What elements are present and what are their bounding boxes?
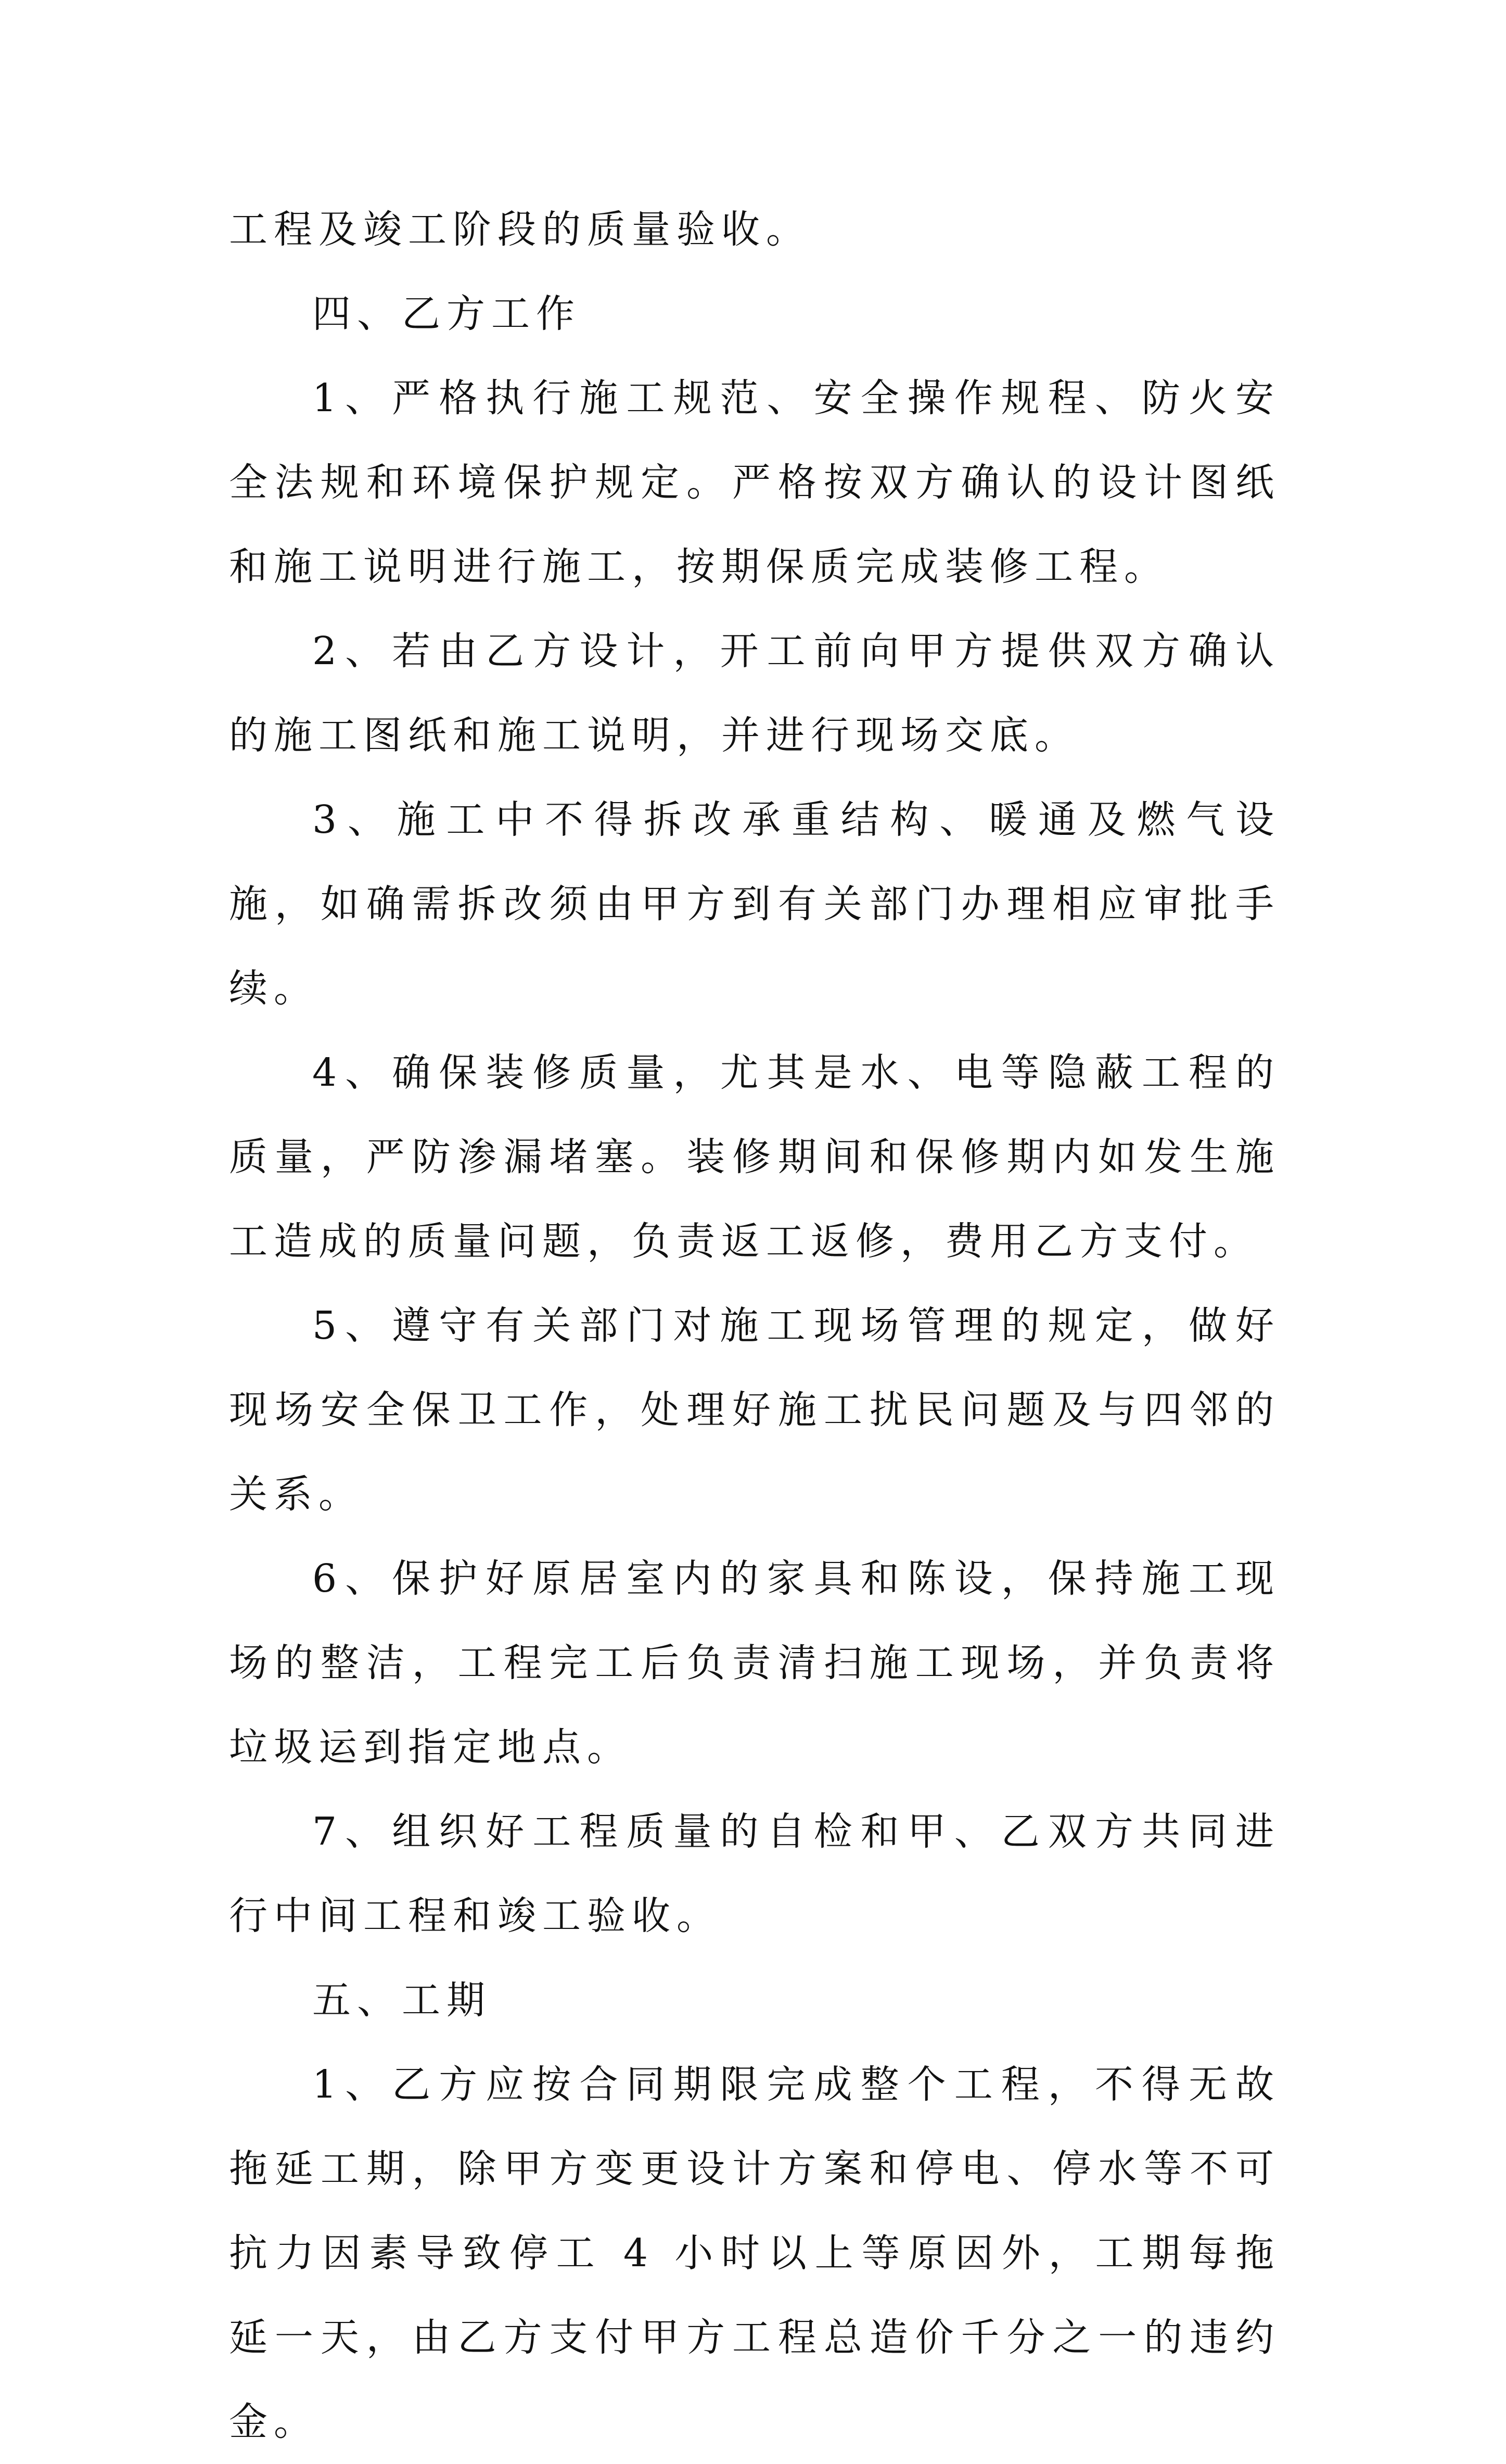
paragraph-item-3: 3、施工中不得拆改承重结构、暖通及燃气设施，如确需拆改须由甲方到有关部门办理相应审批手续。 xyxy=(229,797,1280,1011)
paragraph-item-1: 1、严格执行施工规范、安全操作规程、防火安全法规和环境保护规定。严格按双方确认的设计图纸和施工说明进行施工，按期保质完成装修工程。 xyxy=(229,376,1280,589)
section-heading-schedule: 五、工期 xyxy=(312,1978,491,2023)
document-body xyxy=(229,187,1280,2464)
paragraph-item-4: 4、确保装修质量，尤其是水、电等隐蔽工程的质量，严防渗漏堵塞。装修期间和保修期内如发生施工造成的质量问题，负责返工返修，费用乙方支付。 xyxy=(229,1050,1280,1264)
paragraph-item-6: 6、保护好原居室内的家具和陈设，保持施工现场的整洁，工程完工后负责清扫施工现场，并负责将垃圾运到指定地点。 xyxy=(229,1556,1280,1770)
paragraph-item-5: 5、遵守有关部门对施工现场管理的规定，做好现场安全保卫工作，处理好施工扰民问题及与四邻的关系。 xyxy=(229,1303,1280,1517)
paragraph-item-2: 2、若由乙方设计，开工前向甲方提供双方确认的施工图纸和施工说明，并进行现场交底。 xyxy=(229,629,1280,758)
paragraph-item-7: 7、组织好工程质量的自检和甲、乙双方共同进行中间工程和竣工验收。 xyxy=(229,1809,1280,1938)
paragraph-schedule-item-1: 1、乙方应按合同期限完成整个工程，不得无故拖延工期，除甲方变更设计方案和停电、停水等不可抗力因素导致停工 4 小时以上等原因外，工期每拖延一天，由乙方支付甲方工程总造价千分之一的违约金。 xyxy=(229,2062,1280,2444)
paragraph-continuation: 工程及竣工阶段的质量验收。 xyxy=(229,207,811,252)
section-heading-yifang-work: 四、乙方工作 xyxy=(312,291,581,336)
